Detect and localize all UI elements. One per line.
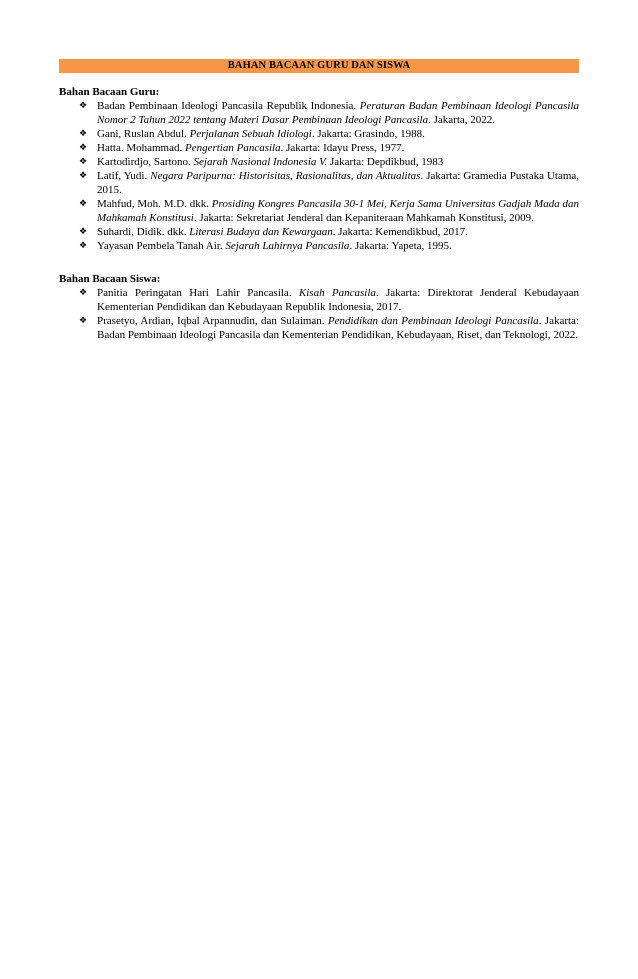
reference-publisher: . Jakarta: Sekretariat Jenderal dan Kepaniteraan Mahkamah Konstitusi, 2009.: [193, 212, 534, 224]
reference-author: Prasetyo, Ardian, Iqbal Arpannudin, dan Sulaiman.: [97, 315, 328, 327]
reference-item: [59, 169, 579, 197]
student-reading-section: [59, 272, 579, 342]
reference-publisher: . Jakarta: Gramedia Pustaka Utama, 2015.: [97, 170, 580, 196]
reference-title: Pengertian Pancasila: [184, 142, 281, 154]
reference-author: Yayasan Pembela Tanah Air.: [97, 240, 226, 252]
reference-publisher: Jakarta: Depdikbud, 1983: [327, 156, 444, 168]
reference-title: Pendidikan dan Pembinaan Ideologi Pancasila: [327, 315, 539, 327]
diamond-bullet-icon: ❖: [79, 157, 88, 167]
reference-author: Badan Pembinaan Ideologi Pancasila Republik Indonesia.: [97, 100, 360, 112]
reference-title: Prosiding Kongres Pancasila 30-1 Mei, Kerja Sama Universitas Gadjah Mada dan Mahkamah Konstitusi: [97, 198, 579, 224]
reference-publisher: . Jakarta: Direktorat Jenderal Kebudayaan Kementerian Pendidikan dan Kebudayaan Republik Indonesia, 2017.: [97, 287, 580, 313]
diamond-bullet-icon: ❖: [79, 227, 88, 237]
reference-author: Gani, Ruslan Abdul.: [97, 128, 190, 140]
reference-title: Peraturan Badan Pembinaan Ideologi Pancasila Nomor 2 Tahun 2022 tentang Materi Dasar Pembinaan Ideologi Pancasila: [97, 100, 579, 126]
reference-author: Panitia Peringatan Hari Lahir Pancasila.: [97, 287, 299, 299]
reference-title: Literasi Budaya dan Kewargaan: [189, 226, 333, 238]
reference-item: [59, 197, 579, 225]
diamond-bullet-icon: ❖: [79, 316, 88, 326]
reference-title: Sejarah Lahirnya Pancasila: [225, 240, 350, 252]
diamond-bullet-icon: ❖: [79, 101, 88, 111]
reference-publisher: . Jakarta, 2022.: [428, 114, 496, 126]
diamond-bullet-icon: ❖: [79, 288, 88, 298]
reference-item: [59, 155, 579, 169]
reference-title: Kisah Pancasila: [298, 287, 376, 299]
reference-item: [59, 314, 579, 342]
diamond-bullet-icon: ❖: [79, 171, 88, 181]
reference-item: [59, 225, 579, 239]
diamond-bullet-icon: ❖: [79, 241, 88, 251]
teacher-reference-list: [59, 99, 579, 253]
student-reference-list: [59, 286, 579, 342]
page-title: BAHAN BACAAN GURU DAN SISWA: [227, 60, 411, 71]
reference-publisher: . Jakarta: Kemendikbud, 2017.: [332, 226, 468, 238]
reference-item: [59, 239, 579, 253]
teacher-reading-heading: Bahan Bacaan Guru:: [59, 86, 160, 98]
reference-publisher: . Jakarta: Yapeta, 1995.: [349, 240, 452, 252]
reference-author: Hatta. Mohammad.: [97, 142, 185, 154]
reference-author: Suhardi, Didik. dkk.: [97, 226, 190, 238]
reference-author: Latif, Yudi.: [97, 170, 151, 182]
reference-item: [59, 127, 579, 141]
reference-item: [59, 141, 579, 155]
reference-item: [59, 286, 579, 314]
reference-title: Sejarah Nasional Indonesia V.: [193, 156, 328, 168]
student-reading-heading: Bahan Bacaan Siswa:: [59, 273, 161, 285]
diamond-bullet-icon: ❖: [79, 143, 88, 153]
reference-title: Negara Paripurna: Historisitas, Rasionalitas, dan Aktualitas: [150, 170, 421, 182]
reference-publisher: . Jakarta: Grasindo, 1988.: [311, 128, 425, 140]
reference-title: Perjalanan Sebuah Idiologi: [189, 128, 312, 140]
reference-author: Mahfud, Moh. M.D. dkk.: [97, 198, 212, 210]
reference-item: [59, 99, 579, 127]
reference-author: Kartodirdjo, Sartono.: [97, 156, 194, 168]
diamond-bullet-icon: ❖: [79, 129, 88, 139]
reference-publisher: . Jakarta: Idayu Press, 1977.: [280, 142, 405, 154]
diamond-bullet-icon: ❖: [79, 199, 88, 209]
page-title-banner: [59, 59, 579, 73]
teacher-reading-section: [59, 85, 579, 253]
reference-publisher: . Jakarta: Badan Pembinaan Ideologi Pancasila dan Kementerian Pendidikan, Kebudayaan, Riset, dan Teknologi, 2022.: [97, 315, 579, 341]
